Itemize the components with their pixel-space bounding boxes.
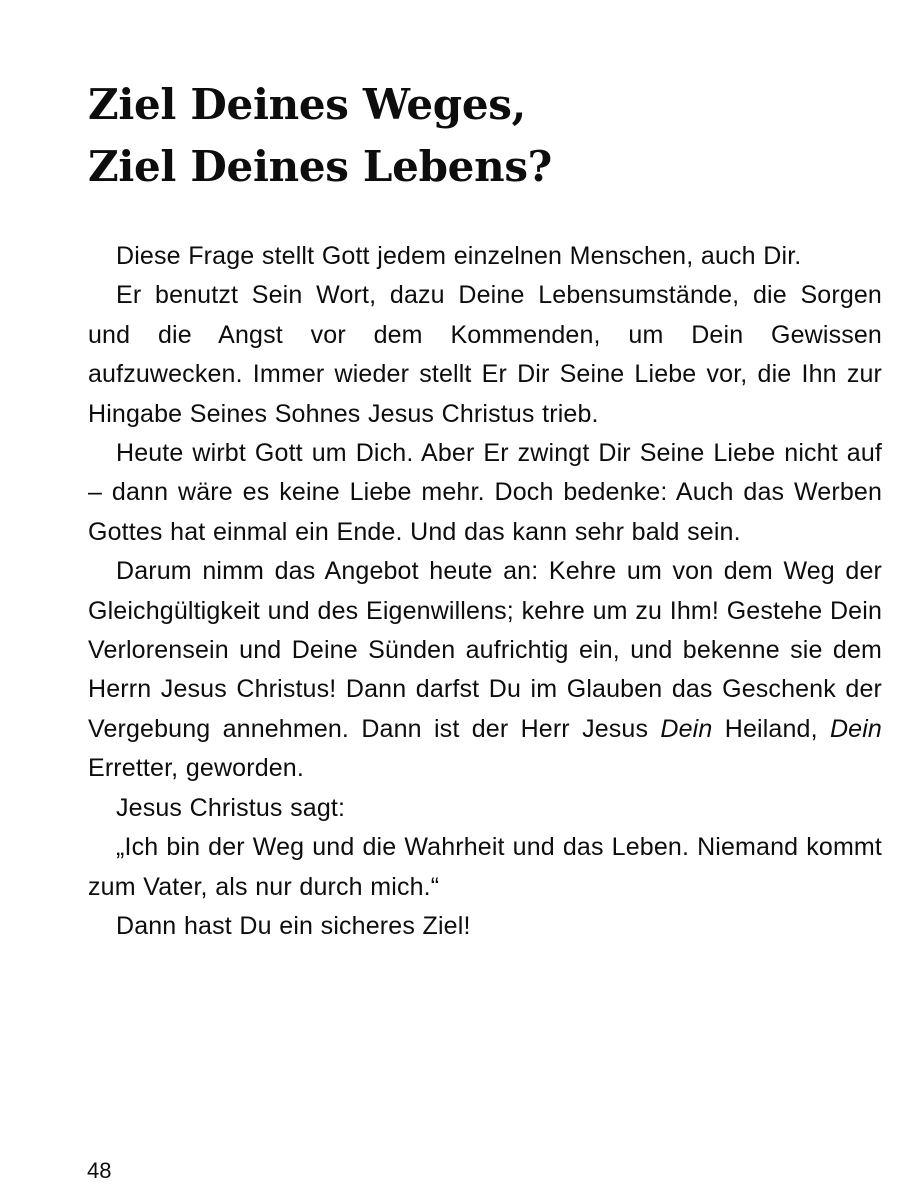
repentance-text-a: Darum nimm das Angebot heute an: Kehre um von dem Weg der Gleichgültigkeit und des Eigenwillens; kehre um zu Ihm! Gestehe Dein Verlorensein und Deine Sünden aufrichtig ein, und bekenne sie dem Herrn Jesus Christus! Dann darfst Du im Glauben das Geschenk der Vergebung annehmen. Dann ist der Herr Jesus <box>88 557 882 743</box>
page-title <box>88 74 552 198</box>
repentance-text-b: Heiland, <box>712 714 830 743</box>
body-text <box>88 237 882 946</box>
title-line-2: Ziel Deines Lebens? <box>88 142 552 191</box>
page-number: 48 <box>87 1158 112 1183</box>
paragraph-jesus-says: Jesus Christus sagt: <box>116 793 346 822</box>
paragraph-gods-word: Er benutzt Sein Wort, dazu Deine Lebensumstände, die Sorgen und die Angst vor dem Kommenden, um Dein Gewissen aufzuwecken. Immer wieder stellt Er Dir Seine Liebe vor, die Ihn zur Hingabe Seines Sohnes Jesus Christus trieb. <box>88 281 882 428</box>
paragraph-repentance <box>88 552 882 788</box>
paragraph-conclusion: Dann hast Du ein sicheres Ziel! <box>116 911 471 940</box>
paragraph-god-courts: Heute wirbt Gott um Dich. Aber Er zwingt Dir Seine Liebe nicht auf – dann wäre es keine Liebe mehr. Doch bedenke: Auch das Werben Gottes hat einmal ein Ende. Und das kann sehr bald sein. <box>88 439 882 546</box>
paragraph-question: Diese Frage stellt Gott jedem einzelnen Menschen, auch Dir. <box>116 242 802 270</box>
title-line-1: Ziel Deines Weges, <box>88 80 526 129</box>
paragraph-quote: „Ich bin der Weg und die Wahrheit und das Leben. Niemand kommt zum Vater, als nur durch mich.“ <box>88 833 882 901</box>
repentance-text-c: Erretter, geworden. <box>88 754 304 783</box>
emphasis-dein-2: Dein <box>829 714 882 743</box>
emphasis-dein-1: Dein <box>660 714 713 743</box>
